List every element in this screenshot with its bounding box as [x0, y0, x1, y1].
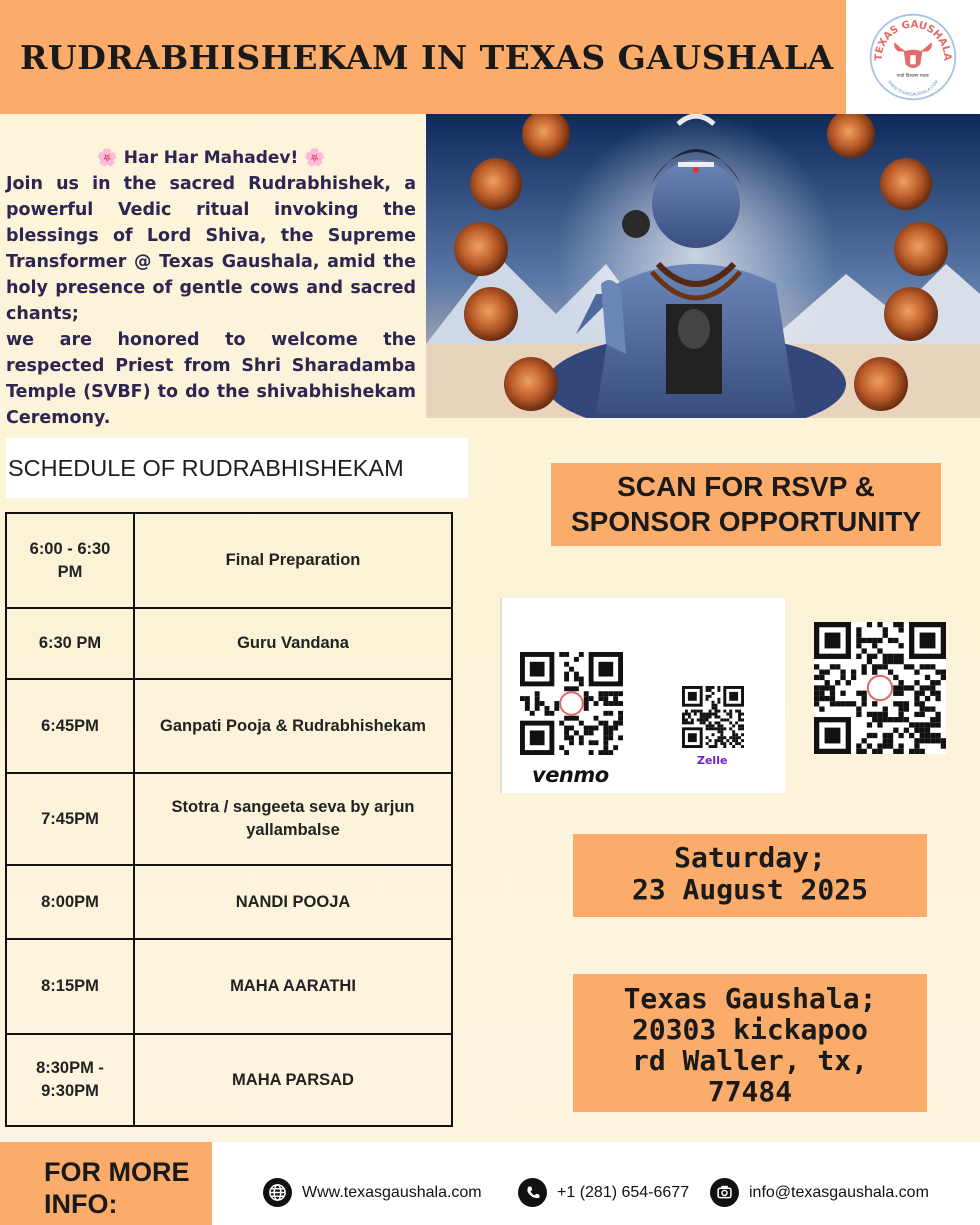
schedule-event: Final Preparation: [134, 513, 452, 608]
event-date-box: [573, 834, 927, 917]
lord-shiva-illustration: [426, 114, 980, 418]
schedule-time: 8:15PM: [6, 939, 134, 1034]
table-row: [6, 1034, 452, 1126]
table-row: [6, 608, 452, 679]
greeting: 🌸 Har Har Mahadev! 🌸: [96, 148, 326, 168]
intro-text: [6, 145, 416, 431]
email-contact[interactable]: [710, 1178, 929, 1207]
svg-text:TEXAS GAUSHALA: TEXAS GAUSHALA: [873, 19, 953, 62]
venmo-qr-code[interactable]: [520, 652, 623, 755]
event-date: 23 August 2025: [631, 873, 868, 906]
schedule-time: 6:45PM: [6, 679, 134, 773]
website-contact[interactable]: [263, 1178, 482, 1207]
website-link[interactable]: Www.texasgaushala.com: [302, 1183, 482, 1201]
phone-contact[interactable]: [518, 1178, 689, 1207]
address-line-2: 20303 kickapoo: [631, 1013, 868, 1046]
schedule-time: 6:30 PM: [6, 608, 134, 679]
header-banner: [0, 0, 846, 114]
intro-paragraph-1: Join us in the sacred Rudrabhishek, a powerful Vedic ritual invoking the blessings of Lord Shiva, the Supreme Transformer @ Texas Gaushala, amid the holy presence of gentle cows and sacred chants;: [6, 174, 416, 324]
venmo-label: venmo: [532, 763, 609, 787]
address-line-4: 77484: [707, 1075, 793, 1108]
footer-label-line-1: FOR MORE: [44, 1157, 190, 1187]
schedule-event: Guru Vandana: [134, 608, 452, 679]
event-day: Saturday;: [674, 841, 826, 874]
phone-number[interactable]: +1 (281) 654-6677: [557, 1183, 690, 1201]
schedule-event: MAHA AARATHI: [134, 939, 452, 1034]
camera-icon: [710, 1178, 739, 1207]
address-line-3: rd Waller, tx,: [631, 1044, 868, 1077]
globe-icon: [263, 1178, 292, 1207]
rsvp-box: [551, 463, 941, 546]
page-title: RUDRABHISHEKAM IN TEXAS GAUSHALA: [20, 37, 834, 77]
schedule-event: Ganpati Pooja & Rudrabhishekam: [134, 679, 452, 773]
svg-text:गावो विश्वस्य मातरः: गावो विश्वस्य मातरः: [896, 74, 930, 80]
schedule-time: 7:45PM: [6, 773, 134, 865]
table-row: [6, 939, 452, 1034]
phone-icon: [518, 1178, 547, 1207]
schedule-event: MAHA PARSAD: [134, 1034, 452, 1126]
address-box: [573, 974, 927, 1112]
schedule-event: Stotra / sangeeta seva by arjun yallambalse: [134, 773, 452, 865]
logo-container: [846, 0, 980, 114]
rsvp-line-2: SPONSOR OPPORTUNITY: [570, 506, 922, 537]
table-row: [6, 773, 452, 865]
schedule-table: [5, 512, 453, 1127]
zelle-label: Zelle: [697, 754, 728, 767]
footer-label-box: [0, 1142, 212, 1225]
schedule-time: 6:00 - 6:30 PM: [6, 513, 134, 608]
svg-text:WWW.TEXASGAUSHALA.COM: WWW.TEXASGAUSHALA.COM: [886, 79, 940, 97]
schedule-time: 8:00PM: [6, 865, 134, 939]
rsvp-qr-code[interactable]: [814, 622, 946, 754]
table-row: [6, 679, 452, 773]
table-row: [6, 513, 452, 608]
schedule-time: 8:30PM - 9:30PM: [6, 1034, 134, 1126]
table-row: [6, 865, 452, 939]
schedule-heading: SCHEDULE OF RUDRABHISHEKAM: [6, 438, 468, 498]
address-line-1: Texas Gaushala;: [623, 982, 877, 1015]
email-address[interactable]: info@texasgaushala.com: [749, 1183, 929, 1201]
footer-label-line-2: INFO:: [44, 1189, 118, 1219]
intro-paragraph-2: we are honored to welcome the respected Priest from Shri Sharadamba Temple (SVBF) to do the shivabhishekam Ceremony.: [6, 330, 416, 428]
schedule-event: NANDI POOJA: [134, 865, 452, 939]
rsvp-line-1: SCAN FOR RSVP &: [617, 471, 875, 502]
zelle-qr-code[interactable]: [682, 686, 744, 748]
texas-gaushala-logo: [867, 11, 959, 103]
